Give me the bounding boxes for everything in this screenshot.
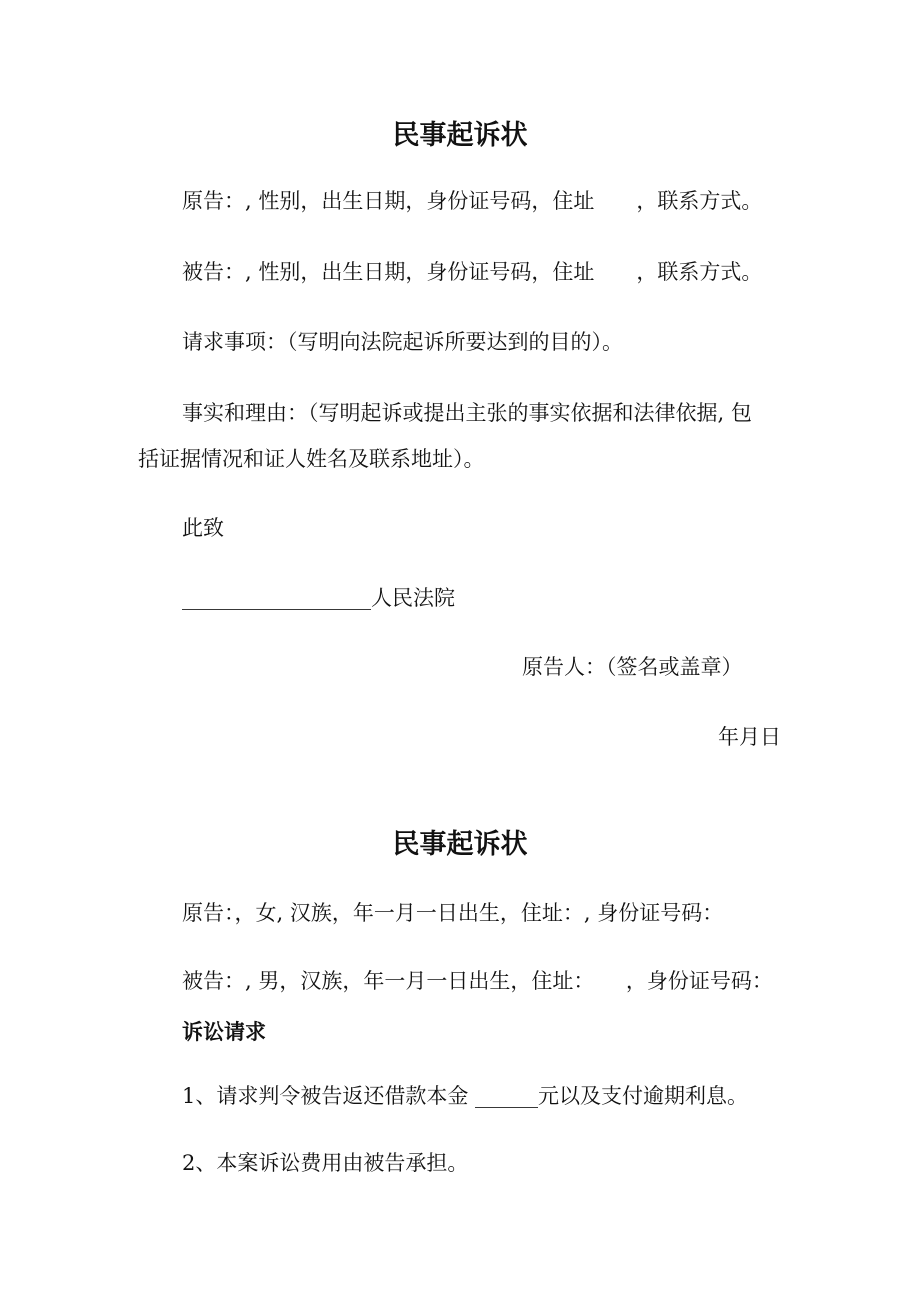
doc1-title: 民事起诉状 [392, 120, 528, 151]
doc1-facts-line-2: 括证据情况和证人姓名及联系地址）。 [138, 447, 485, 471]
court-name-blank: __________________ [182, 586, 371, 610]
court-suffix: 人民法院 [371, 586, 455, 610]
doc2-section-heading: 诉讼请求 [182, 1019, 266, 1044]
doc1-claims-line: 请求事项：（写明向法院起诉所要达到的目的）。 [182, 330, 623, 354]
doc2-claim-item-2: 2、本案诉讼费用由被告承担。 [182, 1151, 469, 1175]
doc1-facts-line-1: 事实和理由：（写明起诉或提出主张的事实依据和法律依据, 包 [182, 401, 752, 425]
doc1-signature-line: 原告人：（签名或盖章） [522, 655, 743, 679]
doc2-title: 民事起诉状 [392, 829, 528, 860]
doc2-defendant-line: 被告：, 男，汉族，年一月一日出生，住址： ，身份证号码： [182, 969, 773, 993]
doc1-salutation: 此致 [182, 516, 224, 540]
claim-item-1-prefix: 1、请求判令被告返还借款本金 [182, 1084, 476, 1108]
doc1-defendant-line: 被告：, 性别，出生日期，身份证号码，住址 ，联系方式。 [182, 260, 763, 284]
doc2-claim-item-1 [182, 1081, 748, 1111]
doc2-plaintiff-line: 原告：，女, 汉族，年一月一日出生，住址：, 身份证号码： [182, 901, 724, 925]
doc1-date-line: 年月日 [718, 725, 781, 749]
claim-item-1-suffix: 元以及支付逾期利息。 [538, 1084, 749, 1108]
doc1-plaintiff-line: 原告：, 性别，出生日期，身份证号码，住址 ，联系方式。 [182, 189, 763, 213]
principal-amount-blank: ______ [475, 1084, 539, 1108]
doc1-court-line [182, 583, 455, 613]
